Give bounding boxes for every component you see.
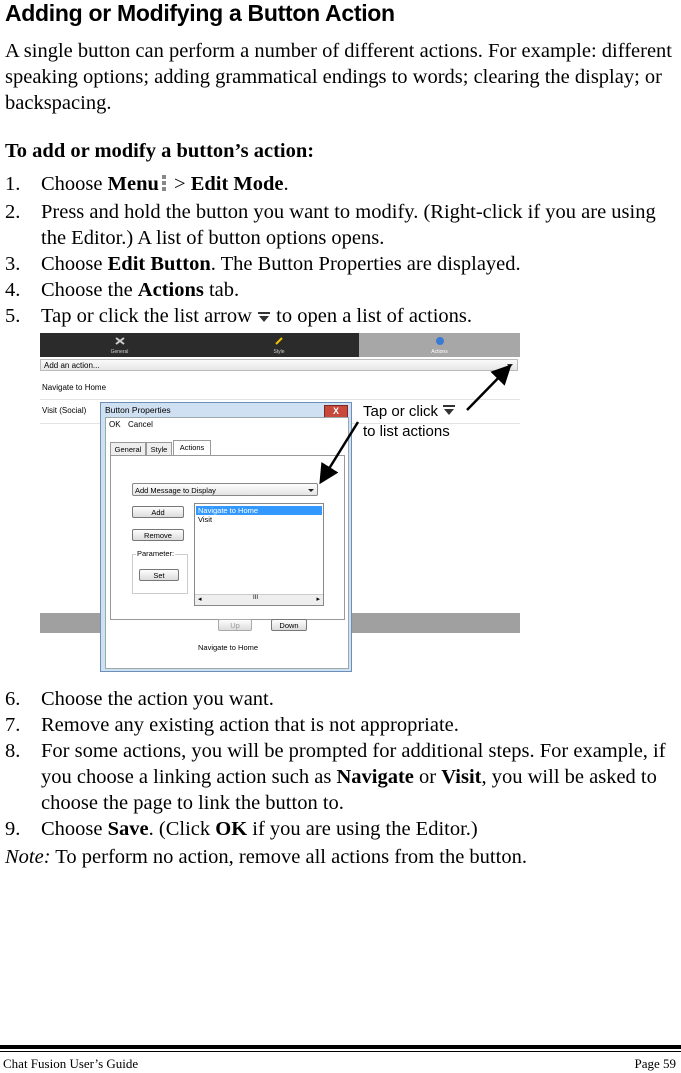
intro-paragraph: A single button can perform a number of different actions. For example: different speaking options; adding grammatical endings to words; clearing the display; or backspacing. <box>5 40 673 114</box>
step-5: 5. Tap or click the list arrow to open a list of actions. <box>5 303 677 331</box>
tab-actions[interactable]: Actions <box>359 333 520 357</box>
step-6: 6. Choose the action you want. <box>5 688 274 710</box>
parameter-group: Parameter: Set <box>132 554 188 594</box>
dialog-tab-actions[interactable]: Actions <box>173 440 211 457</box>
callout: Tap or click to list actions <box>363 402 456 442</box>
action-row[interactable]: Visit (Social) <box>42 406 87 415</box>
step-8: 8. For some actions, you will be prompted for additional steps. For example, if you choose a linking action such as Navigate or Visit, you will be asked to choose the page to link the button to. <box>5 740 666 814</box>
selected-action-label: Navigate to Home <box>198 643 259 652</box>
action-row[interactable]: Navigate to Home <box>42 383 107 392</box>
footer-rule <box>0 1051 681 1052</box>
ok-menu[interactable]: OK <box>109 420 121 429</box>
action-combo[interactable]: Add Message to Display <box>132 483 318 496</box>
step-3: 3. Choose Edit Button. The Button Properties are displayed. <box>5 253 521 275</box>
tab-style[interactable]: Style <box>200 333 358 357</box>
set-button[interactable]: Set <box>139 569 179 581</box>
cancel-menu[interactable]: Cancel <box>128 420 153 429</box>
list-item[interactable]: Visit <box>198 515 213 524</box>
step-1: 1. Choose Menu > Edit Mode. <box>5 173 289 195</box>
footer-rule <box>0 1045 681 1049</box>
step-9: 9. Choose Save. (Click OK if you are using the Editor.) <box>5 818 478 840</box>
procedure-heading: To add or modify a button’s action: <box>5 140 315 162</box>
page-title: Adding or Modifying a Button Action <box>5 0 395 26</box>
page-number: Page 59 <box>634 1056 676 1071</box>
list-item[interactable]: Navigate to Home <box>196 506 322 515</box>
dialog-title: Button Properties <box>105 405 171 415</box>
close-button[interactable]: X <box>324 405 348 418</box>
footer-guide-title: Chat Fusion User’s Guide <box>3 1056 139 1071</box>
remove-button[interactable]: Remove <box>132 529 184 541</box>
tab-general[interactable]: General <box>40 333 199 357</box>
add-action-dropdown[interactable]: Add an action... <box>40 359 518 371</box>
down-button[interactable]: Down <box>271 619 307 631</box>
up-button[interactable]: Up <box>218 619 252 631</box>
dialog-tab-style[interactable]: Style <box>146 442 172 457</box>
dialog-tab-general[interactable]: General <box>110 442 146 457</box>
step-4: 4. Choose the Actions tab. <box>5 279 240 301</box>
step-7: 7. Remove any existing action that is not appropriate. <box>5 714 459 736</box>
step-2: 2. Press and hold the button you want to modify. (Right-click if you are using the Editor.) A list of button options opens. <box>5 201 656 249</box>
note: Note: To perform no action, remove all actions from the button. <box>5 846 527 868</box>
add-button[interactable]: Add <box>132 506 184 518</box>
horizontal-scrollbar[interactable]: ◂ III ▸ <box>195 594 323 605</box>
